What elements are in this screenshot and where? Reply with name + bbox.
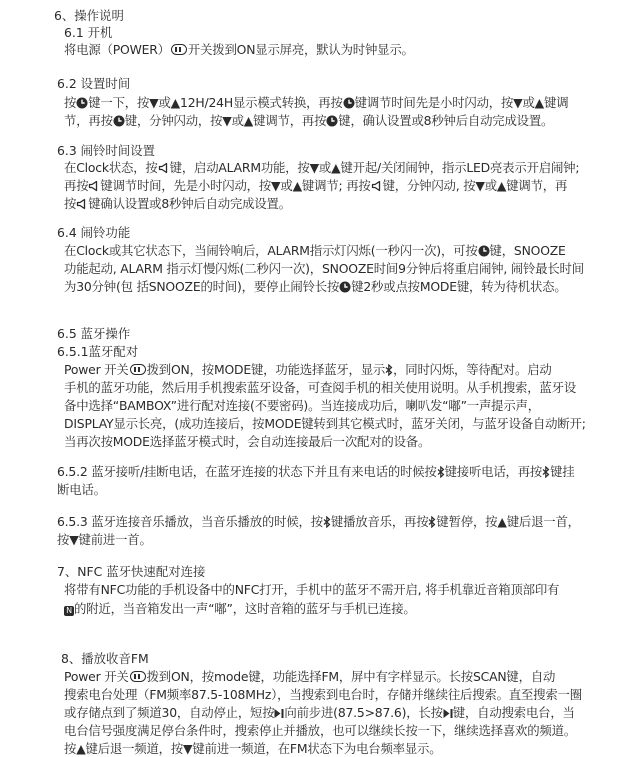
clock-icon	[339, 281, 351, 293]
section-6-4-line-2: 功能起动, ALARM 指示灯慢闪烁(二秒闪一次)，SNOOZE时间9分钟后将重启闹钟, 闹铃最长时间	[64, 261, 584, 276]
section-6-5-3-line-1	[57, 512, 580, 530]
section-8-title: 8、播放收音FM	[61, 651, 149, 666]
text: 键，自动搜索电台，当	[452, 705, 575, 720]
text: 键，确认设置或8秒钟后自动完成设置。	[338, 113, 554, 128]
section-8-line-5: 按▲键后退一频道，按▼键前进一频道，在FM状态下为电台频率显示。	[64, 741, 442, 756]
clock-icon	[326, 115, 338, 127]
bluetooth-icon	[542, 466, 550, 478]
text: 再按	[64, 178, 89, 193]
bluetooth-icon	[385, 364, 393, 376]
section-6-1-line-1	[64, 40, 414, 58]
text: 键挂	[550, 464, 575, 479]
text: 键，SNOOZE	[489, 243, 566, 258]
alarm-bell-icon	[371, 180, 383, 192]
text: 开关拨到ON显示屏亮，默认为时钟显示。	[187, 42, 414, 57]
play-next-icon	[274, 708, 284, 719]
power-switch-icon	[130, 364, 146, 375]
section-6-5-1-line-3: 备中选择“BAMBOX”进行配对连接(不要密码)。当连接成功后，喇叭发“嘟”一声提示声，	[64, 398, 540, 413]
text: ，同时闪烁，等待配对。启动	[393, 362, 552, 377]
section-6-2-title: 6.2 设置时间	[57, 76, 131, 91]
section-8-line-1	[64, 667, 555, 685]
section-6-1-title: 6.1 开机	[64, 25, 113, 40]
section-6-5-2-line-2: 断电话。	[57, 482, 106, 497]
text: 键，启动ALARM功能，按▼或▲键开起/关闭闹钟，指示LED亮表示开启闹钟;	[169, 160, 580, 175]
section-6-2-line-2	[64, 111, 553, 129]
text: 按	[64, 95, 77, 110]
section-7-line-2	[64, 599, 416, 617]
section-6-5-1-line-5: 当再次按MODE选择蓝牙模式时，会自动连接最后一次配对的设备。	[64, 434, 431, 449]
clock-icon	[478, 245, 490, 257]
section-6-3-line-3	[64, 194, 291, 212]
clock-icon	[76, 97, 88, 109]
nfc-icon: N	[64, 606, 74, 616]
section-6-5-title: 6.5 蓝牙操作	[57, 326, 131, 341]
text: 键一下，按▼或▲12H/24H显示模式转换，再按	[88, 95, 343, 110]
section-7-title: 7、NFC 蓝牙快速配对连接	[57, 564, 206, 579]
alarm-bell-icon	[88, 180, 100, 192]
section-6-5-1-title: 6.5.1蓝牙配对	[57, 344, 139, 359]
text: Power 开关	[64, 669, 129, 684]
text: 在Clock状态，按	[64, 160, 158, 175]
clock-icon	[343, 97, 355, 109]
text: 键调节时间，先是小时闪动，按▼或▲键调节; 再按	[100, 178, 371, 193]
text: Power 开关	[64, 362, 129, 377]
section-6-5-1-line-1	[64, 360, 552, 378]
section-6-3-line-2	[64, 176, 567, 194]
text: 键接听电话，再按	[444, 464, 543, 479]
section-6-3-title: 6.3 闹铃时间设置	[57, 143, 155, 158]
text: 拨到ON，按mode键，功能选择FM，屏中有字样显示。长按SCAN键，自动	[146, 669, 556, 684]
text: 的附近，当音箱发出一声“嘟”，这时音箱的蓝牙与手机已连接。	[74, 601, 416, 616]
text: 节，再按	[64, 113, 113, 128]
clock-icon	[113, 115, 125, 127]
text: 拨到ON，按MODE键，功能选择蓝牙，显示	[146, 362, 386, 377]
text: 在Clock或其它状态下，当闹铃响后，ALARM指示灯闪烁(一秒闪一次)，可按	[64, 243, 478, 258]
section-6-5-2-line-1	[57, 462, 575, 480]
section-7-line-1: 将带有NFC功能的手机设备中的NFC打开，手机中的蓝牙不需开启, 将手机靠近音箱顶部印有	[64, 582, 560, 597]
section-6-2-line-1	[64, 93, 568, 111]
section-6-4-line-1	[64, 241, 566, 259]
section-6-3-line-1	[64, 158, 579, 176]
alarm-bell-icon	[76, 198, 88, 210]
text: 键播放音乐，再按	[330, 514, 429, 529]
section-6-5-1-line-2: 手机的蓝牙功能，然后用手机搜索蓝牙设备，可查阅手机的相关使用说明。从手机搜索，蓝牙设	[64, 380, 577, 395]
power-switch-icon	[171, 44, 187, 55]
bluetooth-icon	[437, 466, 445, 478]
text: 键，分钟闪动, 按▼或▲键调节，再	[382, 178, 568, 193]
text: 键调节时间先是小时闪动，按▼或▲键调	[354, 95, 569, 110]
section-6-4-line-3	[64, 277, 567, 295]
text: 按	[64, 196, 77, 211]
text: 键，分钟闪动，按▼或▲键调节，再按	[124, 113, 327, 128]
power-switch-icon	[130, 671, 146, 682]
play-next-icon	[443, 708, 453, 719]
section-6-5-3-line-2: 按▼键前进一首。	[57, 532, 152, 547]
section-8-line-3	[64, 703, 575, 721]
text: 或存储点到了频道30，自动停止，短按	[64, 705, 275, 720]
text: 键确认设置或8秒钟后自动完成设置。	[88, 196, 291, 211]
section-8-line-2: 搜索电台处理（FM频率87.5-108MHz），当搜索到电台时，存储并继续往后搜索。直至搜索一圈	[64, 687, 582, 702]
text: 为30分钟(包 括SNOOZE的时间)，要停止闹铃长按	[64, 279, 340, 294]
section-6-5-1-line-4: DISPLAY显示长亮，(成功连接后，按MODE键转到其它模式时，蓝牙关闭，与蓝牙设备自动断开;	[64, 416, 586, 431]
alarm-bell-icon	[158, 162, 170, 174]
section-6-4-title: 6.4 闹铃功能	[57, 225, 131, 240]
text: 6.5.3 蓝牙连接音乐播放，当音乐播放的时候，按	[57, 514, 323, 529]
section-8-line-4: 电台信号强度满足停台条件时，搜索停止并播放，也可以继续长按一下，继续选择喜欢的频道。	[64, 723, 577, 738]
text: 将电源（POWER）	[64, 42, 170, 57]
text: 向前步进(87.5>87.6)，长按	[284, 705, 443, 720]
text: 键暂停，按▲键后退一首，	[436, 514, 580, 529]
text: 6.5.2 蓝牙接听/挂断电话，在蓝牙连接的状态下并且有来电话的时候按	[57, 464, 437, 479]
text: 键2秒或点按MODE键，转为待机状态。	[351, 279, 567, 294]
bluetooth-icon	[323, 516, 331, 528]
section-6-title: 6、操作说明	[54, 8, 124, 23]
